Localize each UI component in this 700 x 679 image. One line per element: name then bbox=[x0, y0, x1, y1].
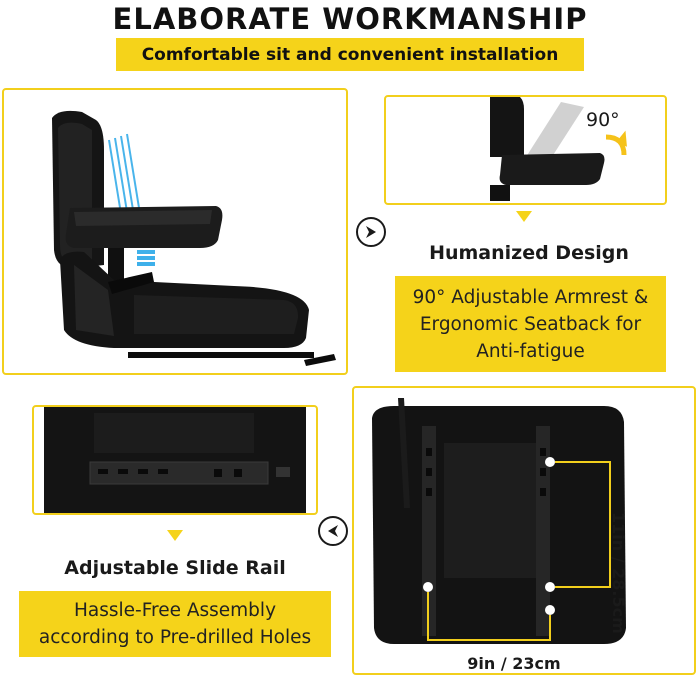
description-line: according to Pre-drilled Holes bbox=[38, 627, 312, 648]
arrow-right-button[interactable] bbox=[356, 217, 386, 247]
subtitle-text: Comfortable sit and convenient installation bbox=[141, 44, 559, 65]
slide-rail-image bbox=[34, 407, 316, 513]
arrow-left-button[interactable] bbox=[318, 516, 348, 546]
armrest-adjust-panel bbox=[384, 95, 667, 205]
seat-bottom-view-image bbox=[354, 388, 694, 673]
description-line: 90° Adjustable Armrest & bbox=[412, 286, 649, 308]
chevron-right-icon bbox=[363, 224, 379, 240]
humanized-design-description bbox=[395, 276, 666, 372]
slide-rail-panel bbox=[32, 405, 318, 515]
pointer-down-icon bbox=[516, 211, 532, 222]
slide-rail-description bbox=[19, 591, 331, 657]
seat-bottom-view-panel bbox=[352, 386, 696, 675]
humanized-design-heading: Humanized Design bbox=[429, 242, 629, 264]
pointer-down-icon bbox=[167, 530, 183, 541]
description-line: Anti-fatigue bbox=[476, 340, 585, 362]
seat-side-view-image bbox=[4, 90, 346, 373]
width-dimension-label: 9in / 23cm bbox=[467, 654, 561, 673]
seat-side-view-panel bbox=[2, 88, 348, 375]
description-line: Hassle-Free Assembly bbox=[73, 600, 277, 621]
page-title: ELABORATE WORKMANSHIP bbox=[112, 2, 588, 36]
subtitle-banner bbox=[116, 38, 584, 71]
height-dimension-label: 11in / 28.5cm bbox=[609, 512, 628, 634]
armrest-adjust-image bbox=[386, 97, 665, 203]
description-line: Ergonomic Seatback for bbox=[419, 313, 642, 335]
angle-label: 90° bbox=[586, 109, 620, 131]
chevron-left-icon bbox=[325, 523, 341, 539]
slide-rail-heading: Adjustable Slide Rail bbox=[64, 557, 286, 579]
